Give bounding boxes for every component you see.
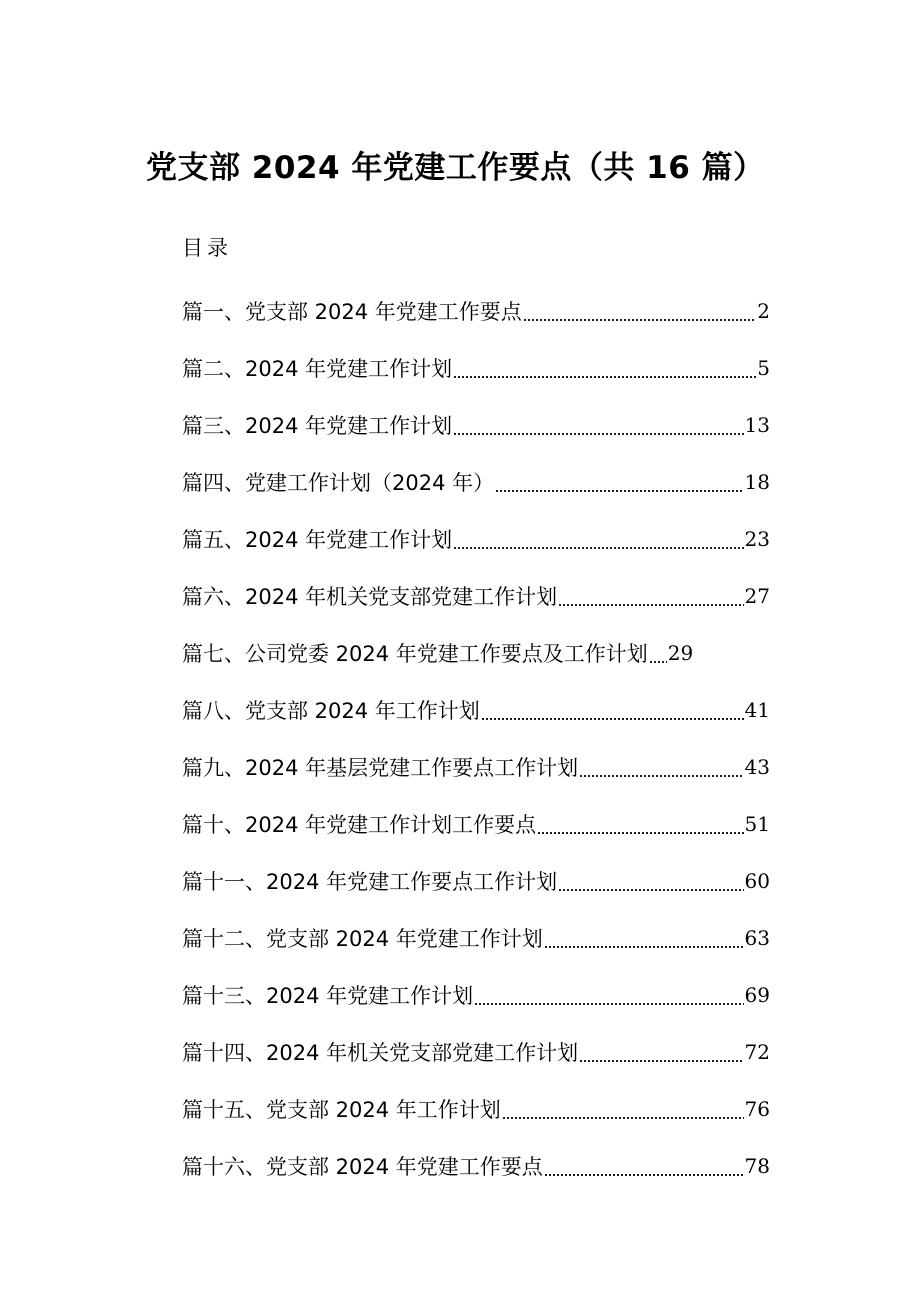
toc-entry-label: 篇七、公司党委 2024 年党建工作要点及工作计划 (182, 641, 648, 666)
toc-entry-16[interactable] (182, 1137, 770, 1194)
toc-entry-13[interactable] (182, 966, 770, 1023)
toc-entry-label: 篇十一、2024 年党建工作要点工作计划 (182, 869, 558, 894)
dot-leader (579, 1060, 743, 1062)
toc-page-number: 23 (744, 526, 770, 551)
dot-leader (544, 946, 744, 948)
toc-entry-2[interactable] (182, 339, 770, 396)
toc-page-number: 2 (757, 298, 770, 323)
toc-entry-label: 篇二、2024 年党建工作计划 (182, 356, 453, 381)
dot-leader (649, 661, 667, 663)
toc-entry-3[interactable] (182, 396, 770, 453)
toc-page-number: 78 (744, 1153, 770, 1178)
toc-entry-12[interactable] (182, 909, 770, 966)
dot-leader (453, 547, 743, 549)
toc-entry-7[interactable] (182, 624, 770, 681)
toc-entry-label: 篇十六、党支部 2024 年党建工作要点 (182, 1154, 543, 1179)
dot-leader (523, 319, 756, 321)
toc-page-number: 76 (744, 1096, 770, 1121)
toc-entry-4[interactable] (182, 453, 770, 510)
toc-entry-15[interactable] (182, 1080, 770, 1137)
toc-entry-label: 篇六、2024 年机关党支部党建工作计划 (182, 584, 558, 609)
toc-page-number: 5 (757, 355, 770, 380)
toc-page-number: 41 (744, 697, 770, 722)
toc-entry-6[interactable] (182, 567, 770, 624)
toc-entry-1[interactable] (182, 282, 770, 339)
dot-leader (453, 376, 756, 378)
toc-page-number: 29 (667, 640, 694, 665)
dot-leader (558, 889, 743, 891)
dot-leader (453, 433, 743, 435)
toc-entry-11[interactable] (182, 852, 770, 909)
dot-leader (502, 1117, 744, 1119)
document-title: 党支部 2024 年党建工作要点（共 16 篇） (146, 150, 765, 186)
toc-entry-label: 篇一、党支部 2024 年党建工作要点 (182, 299, 522, 324)
toc-entry-label: 篇十二、党支部 2024 年党建工作计划 (182, 926, 543, 951)
toc-entry-10[interactable] (182, 795, 770, 852)
dot-leader (544, 1174, 744, 1176)
dot-leader (537, 832, 743, 834)
toc-page-number: 63 (744, 925, 770, 950)
toc-heading: 目录 (182, 236, 232, 260)
toc-entry-label: 篇八、党支部 2024 年工作计划 (182, 698, 480, 723)
toc-entry-9[interactable] (182, 738, 770, 795)
toc-page-number: 13 (744, 412, 770, 437)
toc-page-number: 69 (744, 982, 770, 1007)
toc-entry-label: 篇十四、2024 年机关党支部党建工作计划 (182, 1040, 579, 1065)
toc-page-number: 43 (744, 754, 770, 779)
toc-entry-label: 篇十、2024 年党建工作计划工作要点 (182, 812, 537, 837)
table-of-contents (182, 282, 770, 1194)
toc-page-number: 27 (744, 583, 770, 608)
dot-leader (474, 1003, 743, 1005)
toc-entry-label: 篇十三、2024 年党建工作计划 (182, 983, 474, 1008)
toc-entry-8[interactable] (182, 681, 770, 738)
toc-entry-label: 篇十五、党支部 2024 年工作计划 (182, 1097, 501, 1122)
toc-page-number: 18 (744, 469, 770, 494)
dot-leader (579, 775, 743, 777)
dot-leader (558, 604, 743, 606)
toc-entry-label: 篇九、2024 年基层党建工作要点工作计划 (182, 755, 579, 780)
toc-page-number: 72 (744, 1039, 770, 1064)
toc-entry-label: 篇五、2024 年党建工作计划 (182, 527, 453, 552)
toc-entry-label: 篇四、党建工作计划（2024 年） (182, 470, 495, 495)
toc-entry-14[interactable] (182, 1023, 770, 1080)
dot-leader (495, 490, 743, 492)
toc-entry-5[interactable] (182, 510, 770, 567)
dot-leader (481, 718, 744, 720)
toc-entry-label: 篇三、2024 年党建工作计划 (182, 413, 453, 438)
toc-page-number: 51 (744, 811, 770, 836)
toc-page-number: 60 (744, 868, 770, 893)
